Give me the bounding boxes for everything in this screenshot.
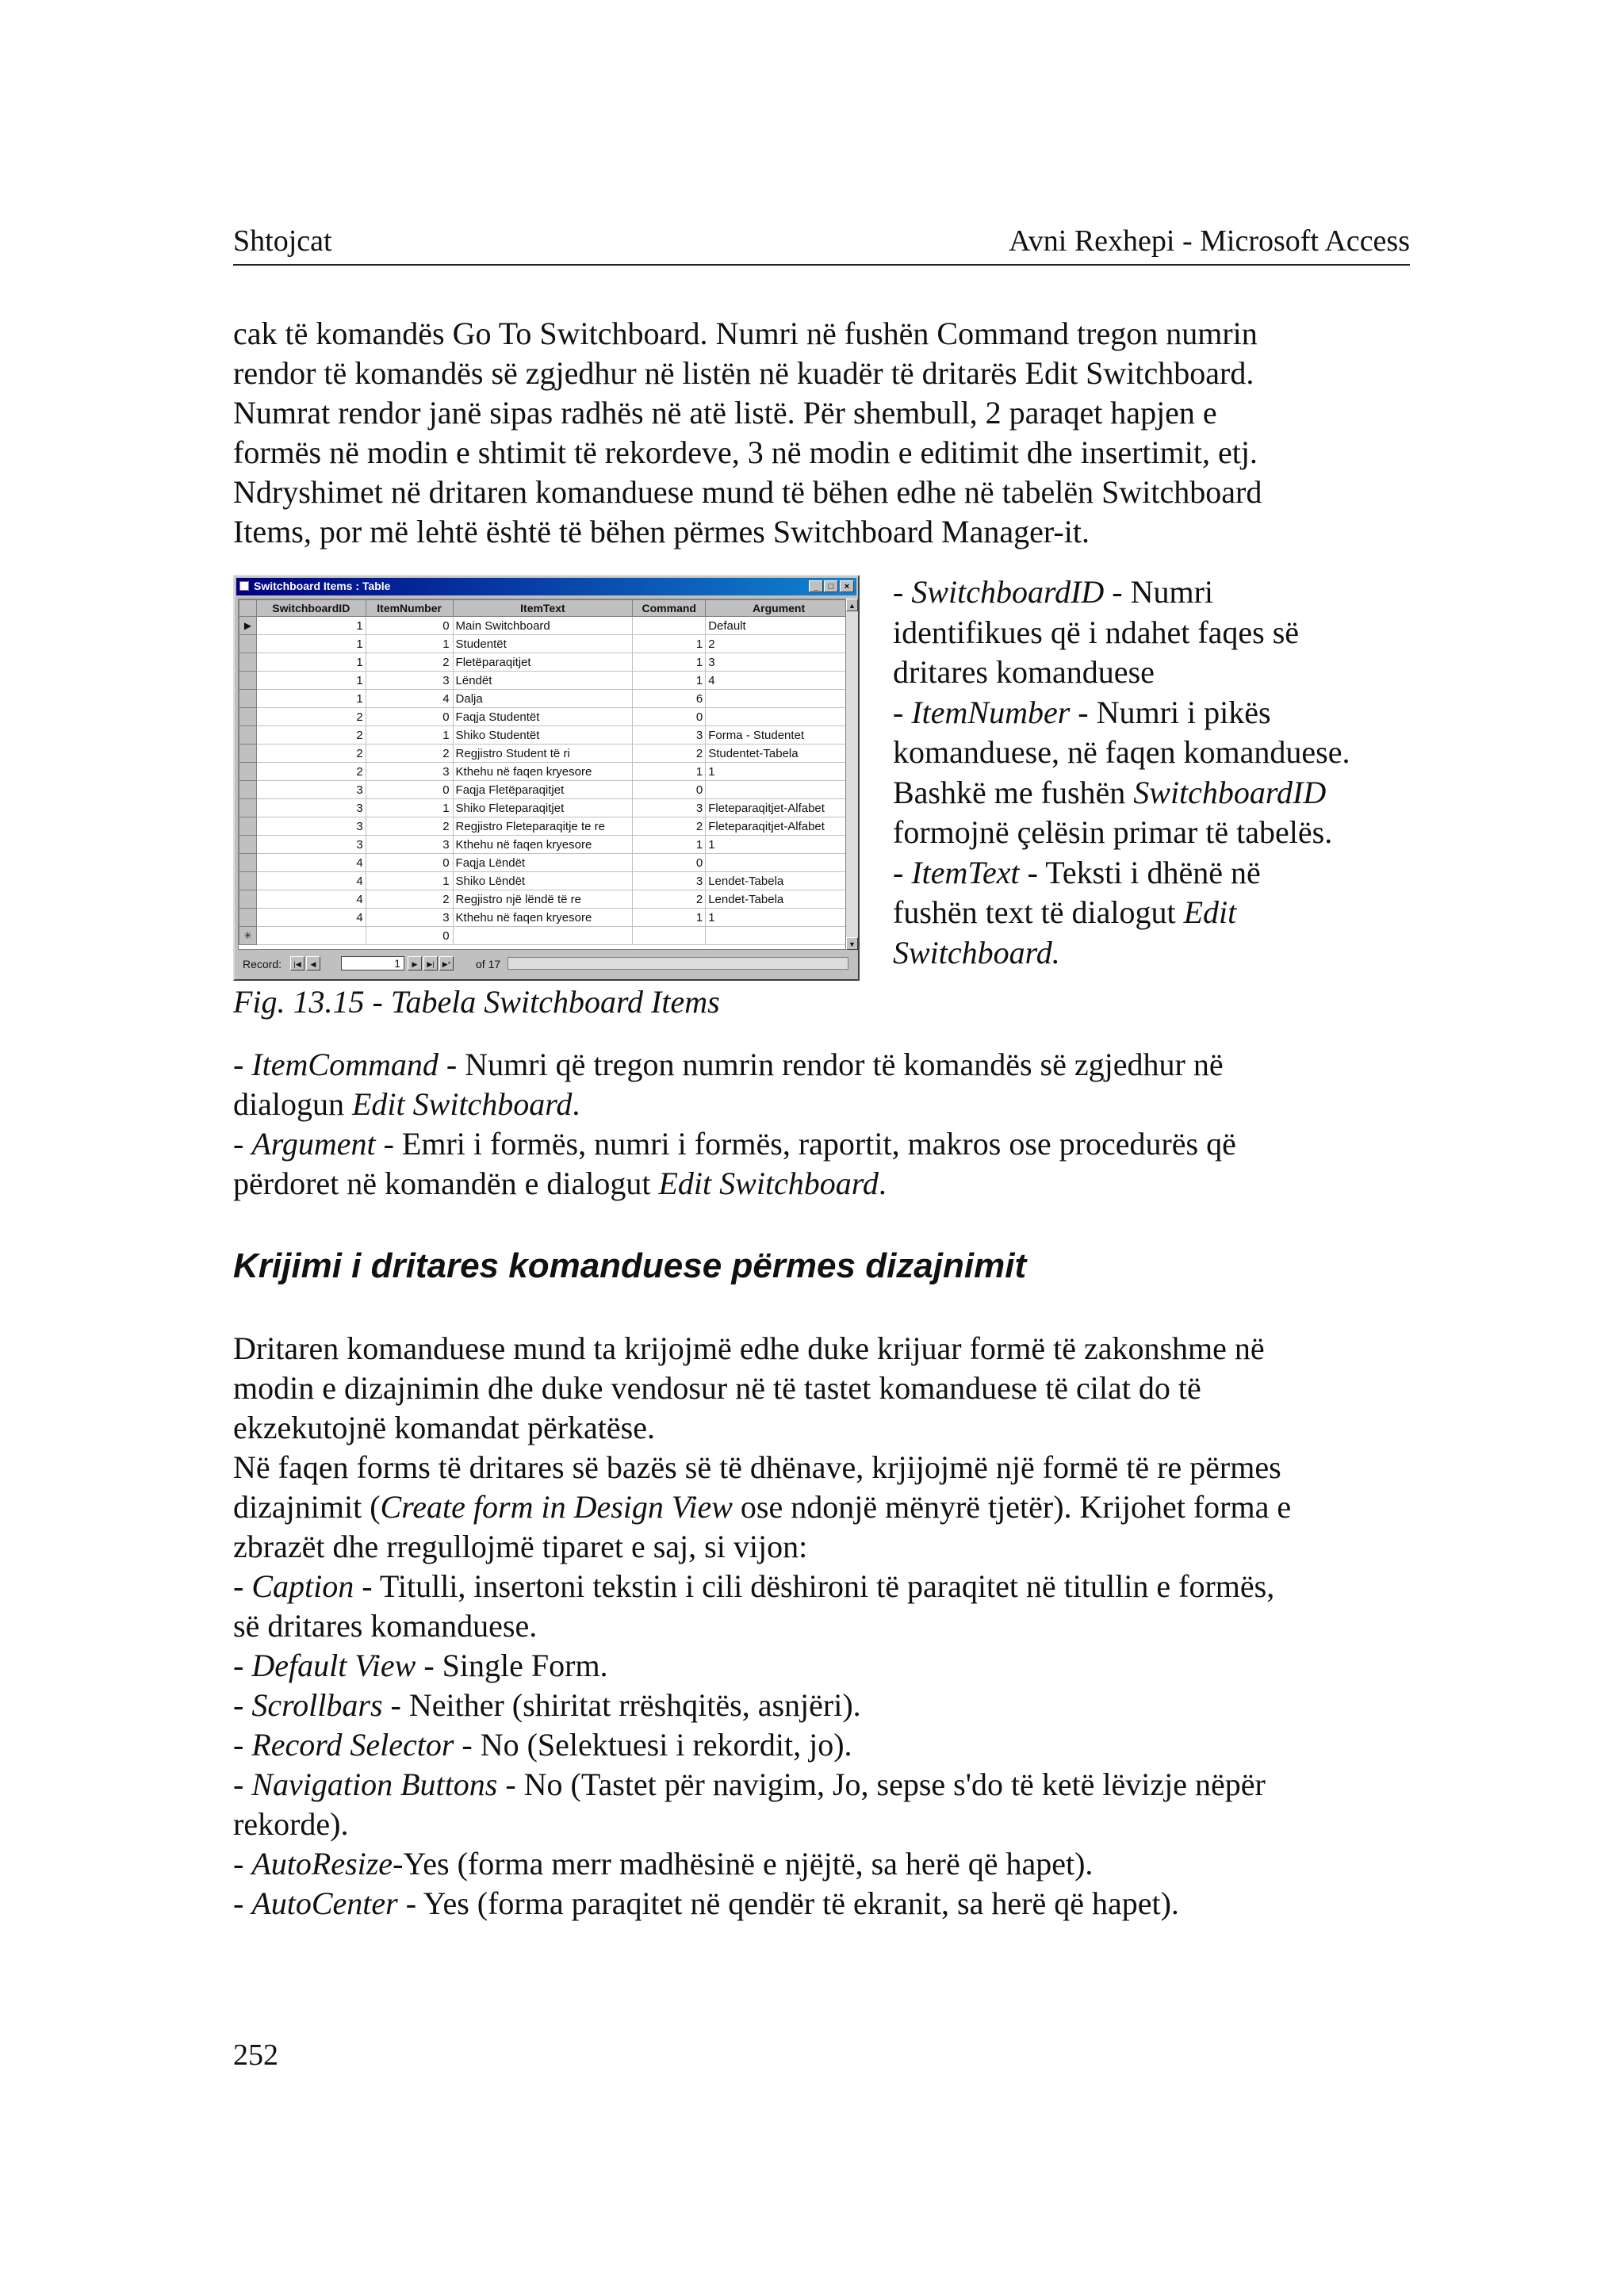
text-run: - Neither (shiritat rrëshqitës, asnjëri).: [382, 1687, 861, 1723]
table-cell[interactable]: Kthehu në faqen kryesore: [453, 763, 633, 781]
record-selector[interactable]: [239, 635, 257, 653]
minimize-icon[interactable]: _: [809, 580, 823, 592]
table-cell[interactable]: 2: [366, 745, 453, 763]
new-record-icon[interactable]: ▶*: [439, 956, 454, 970]
table-cell[interactable]: 1: [256, 690, 366, 708]
scroll-up-icon[interactable]: ▲: [846, 599, 858, 611]
table-cell[interactable]: [633, 617, 706, 635]
term: SwitchboardID: [1133, 774, 1327, 810]
text-run: - Numri që tregon numrin rendor të komandës së zgjedhur në: [438, 1047, 1224, 1082]
text-run: - Teksti i dhënë në: [1019, 854, 1261, 890]
text-line: [893, 773, 1416, 813]
table-cell[interactable]: Default: [706, 617, 852, 635]
text-run: dialogun: [233, 1086, 352, 1122]
text-line: - SwitchboardID - Numri: [893, 574, 1214, 610]
text-line: formojnë çelësin primar të tabelës.: [893, 814, 1333, 850]
table-cell[interactable]: 1: [366, 799, 453, 817]
text-line: dialogun Edit Switchboard.: [233, 1086, 580, 1122]
table-row[interactable]: [239, 653, 852, 672]
text-run: - Numri: [1104, 574, 1214, 610]
text-run: - No (Selektuesi i rekordit, jo).: [454, 1727, 852, 1763]
text-line: - ItemCommand - Numri që tregon numrin rendor të komandës së zgjedhur në: [233, 1047, 1224, 1082]
header-corner: [239, 600, 257, 617]
record-selector[interactable]: [239, 672, 257, 690]
window-titlebar: [236, 578, 856, 595]
text-run: - Yes (forma paraqitet në qendër të ekranit, sa herë që hapet).: [397, 1885, 1179, 1921]
text-run: dizajnimit (: [233, 1489, 381, 1525]
text-line: formës në modin e shtimit të rekordeve, 3 në modin e editimit dhe insertimit, etj.: [233, 434, 1258, 470]
table-cell[interactable]: 1: [366, 726, 453, 745]
table-cell[interactable]: Regjistro Fleteparaqitje te re: [453, 817, 633, 836]
table-cell[interactable]: Studentët: [453, 635, 633, 653]
switchboard-items-table-window: [233, 575, 860, 981]
term: Navigation Buttons: [251, 1767, 498, 1802]
table-row[interactable]: [239, 909, 852, 927]
figure-caption: Fig. 13.15 - Tabela Switchboard Items: [233, 984, 720, 1020]
record-navigation-bar: [238, 952, 855, 976]
record-total: of 17: [476, 958, 501, 970]
text-line: dritares komanduese: [893, 654, 1155, 690]
table-cell[interactable]: Lendet-Tabela: [706, 890, 852, 909]
table-cell[interactable]: 2: [633, 890, 706, 909]
column-header[interactable]: Argument: [706, 600, 852, 617]
table-cell[interactable]: [706, 781, 852, 799]
table-cell[interactable]: Lendet-Tabela: [706, 872, 852, 890]
term: Edit: [1183, 894, 1237, 930]
text-run: ose ndonjë mënyrë tjetër). Krijohet forma e: [732, 1489, 1292, 1525]
text-line: cak të komandës Go To Switchboard. Numri në fushën Command tregon numrin: [233, 316, 1258, 351]
table-cell[interactable]: 0: [366, 854, 453, 872]
record-selector[interactable]: [239, 890, 257, 909]
term: ItemCommand: [251, 1047, 439, 1082]
table-cell[interactable]: [706, 708, 852, 726]
table-row[interactable]: [239, 854, 852, 872]
table-icon: [239, 581, 249, 591]
table-cell[interactable]: Shiko Studentët: [453, 726, 633, 745]
table-cell[interactable]: [256, 927, 366, 945]
table-cell[interactable]: Shiko Lëndët: [453, 872, 633, 890]
record-selector[interactable]: [239, 909, 257, 927]
table-row[interactable]: [239, 745, 852, 763]
text-line: Items, por më lehtë është të bëhen përmes Switchboard Manager-it.: [233, 514, 1090, 549]
text-line: - Scrollbars - Neither (shiritat rrëshqitës, asnjëri).: [233, 1687, 861, 1723]
text-line: - AutoResize-Yes (forma merr madhësinë e njëjtë, sa herë që hapet).: [233, 1846, 1094, 1881]
table-cell[interactable]: 1: [706, 836, 852, 854]
page-number: 252: [233, 2038, 278, 2072]
column-header[interactable]: ItemNumber: [366, 600, 453, 617]
column-header[interactable]: Command: [633, 600, 706, 617]
table-cell[interactable]: 4: [256, 872, 366, 890]
horizontal-scrollbar[interactable]: [508, 957, 848, 970]
text-line: identifikues që i ndahet faqes së: [893, 614, 1300, 650]
field-descriptions-continued: [233, 1045, 1415, 1204]
text-line: - Argument - Emri i formës, numri i formës, raportit, makros ose procedurës që: [233, 1126, 1236, 1162]
text-run: - Titulli, insertoni tekstin i cili dëshironi të paraqitet në titullin e formës,: [354, 1568, 1275, 1604]
table-cell[interactable]: 6: [633, 690, 706, 708]
term: AutoResize: [251, 1846, 393, 1881]
record-selector[interactable]: [239, 726, 257, 745]
term: ItemText: [911, 854, 1020, 890]
record-selector[interactable]: [239, 708, 257, 726]
text-line: komanduese, në faqen komanduese.: [893, 734, 1350, 770]
datasheet-table: [239, 599, 852, 945]
table-cell[interactable]: 1: [706, 763, 852, 781]
table-cell[interactable]: 3: [256, 799, 366, 817]
first-record-icon[interactable]: |◀: [290, 956, 304, 970]
text-run: -Yes (forma merr madhësinë e njëjtë, sa herë që hapet).: [393, 1846, 1094, 1881]
scroll-down-icon[interactable]: ▼: [846, 937, 858, 950]
text-line: [893, 933, 1416, 974]
text-line: Në faqen forms të dritares së bazës së të dhënave, krjijojmë një formë të re përmes: [233, 1449, 1281, 1485]
header-section-title: Shtojcat: [233, 224, 332, 258]
table-cell[interactable]: [706, 854, 852, 872]
record-selector[interactable]: [239, 799, 257, 817]
text-line: Numrat rendor janë sipas radhës në atë listë. Për shembull, 2 paraqet hapjen e: [233, 395, 1217, 431]
table-cell[interactable]: 3: [366, 672, 453, 690]
text-line: [233, 1487, 1415, 1527]
record-label: Record:: [243, 958, 282, 970]
table-cell[interactable]: 2: [256, 745, 366, 763]
text-line: ekzekutojnë komandat përkatëse.: [233, 1410, 655, 1445]
table-cell[interactable]: 4: [256, 854, 366, 872]
table-cell[interactable]: 0: [366, 617, 453, 635]
table-cell[interactable]: Faqja Fletëparaqitjet: [453, 781, 633, 799]
table-cell[interactable]: 0: [633, 854, 706, 872]
table-row[interactable]: [239, 617, 852, 635]
record-selector[interactable]: [239, 836, 257, 854]
table-row[interactable]: [239, 817, 852, 836]
close-icon[interactable]: ×: [840, 580, 854, 592]
term: Caption: [251, 1568, 354, 1604]
text-run: - Numri i pikës: [1070, 694, 1271, 730]
record-selector[interactable]: [239, 781, 257, 799]
table-cell[interactable]: Kthehu në faqen kryesore: [453, 909, 633, 927]
table-row[interactable]: [239, 799, 852, 817]
table-cell[interactable]: 2: [366, 653, 453, 672]
table-cell[interactable]: 1: [633, 763, 706, 781]
text-line: modin e dizajnimin dhe duke vendosur në të tastet komanduese të cilat do të: [233, 1370, 1201, 1406]
table-cell[interactable]: Dalja: [453, 690, 633, 708]
table-cell[interactable]: 1: [256, 635, 366, 653]
text-line: përdoret në komandën e dialogut Edit Switchboard.: [233, 1166, 887, 1201]
text-line: së dritares komanduese.: [233, 1608, 538, 1644]
table-cell[interactable]: Kthehu në faqen kryesore: [453, 836, 633, 854]
last-record-icon[interactable]: ▶|: [423, 956, 438, 970]
table-row[interactable]: [239, 635, 852, 653]
table-cell[interactable]: 3: [256, 781, 366, 799]
window-title: Switchboard Items : Table: [254, 580, 391, 592]
table-cell[interactable]: 4: [706, 672, 852, 690]
table-cell[interactable]: Regjistro Student të ri: [453, 745, 633, 763]
term: Create form in Design View: [380, 1489, 733, 1525]
record-selector[interactable]: [239, 745, 257, 763]
record-number-input[interactable]: 1: [341, 956, 404, 970]
header-rule: [233, 264, 1410, 266]
table-cell[interactable]: Fleteparaqitjet-Alfabet: [706, 799, 852, 817]
table-cell[interactable]: 2: [256, 726, 366, 745]
table-cell[interactable]: 3: [633, 726, 706, 745]
table-cell[interactable]: 3: [366, 836, 453, 854]
column-header[interactable]: ItemText: [453, 600, 633, 617]
table-row[interactable]: [239, 763, 852, 781]
table-cell[interactable]: Faqja Lëndët: [453, 854, 633, 872]
text-line: - Record Selector - No (Selektuesi i rekordit, jo).: [233, 1727, 852, 1763]
table-cell[interactable]: 0: [366, 708, 453, 726]
text-run: - No (Tastet për navigim, Jo, sepse s'do të ketë lëvizje nëpër: [497, 1767, 1266, 1802]
table-cell[interactable]: 0: [633, 708, 706, 726]
field-descriptions-sidebar: [893, 572, 1416, 973]
table-cell[interactable]: Main Switchboard: [453, 617, 633, 635]
datasheet-rows: [239, 617, 852, 945]
table-cell[interactable]: Studentet-Tabela: [706, 745, 852, 763]
table-cell[interactable]: Forma - Studentet: [706, 726, 852, 745]
table-cell[interactable]: 2: [366, 817, 453, 836]
table-cell[interactable]: 3: [366, 763, 453, 781]
text-line: - ItemNumber - Numri i pikës: [893, 694, 1271, 730]
table-row[interactable]: [239, 781, 852, 799]
vertical-scrollbar[interactable]: [845, 599, 858, 950]
table-cell[interactable]: 4: [366, 690, 453, 708]
column-header-row: [239, 600, 852, 617]
table-cell[interactable]: Shiko Fleteparaqitjet: [453, 799, 633, 817]
table-cell[interactable]: Lëndët: [453, 672, 633, 690]
table-cell[interactable]: 1: [706, 909, 852, 927]
text-run: Bashkë me fushën: [893, 774, 1134, 810]
design-instructions: [233, 1329, 1415, 1924]
text-line: - AutoCenter - Yes (forma paraqitet në qendër të ekranit, sa herë që hapet).: [233, 1885, 1179, 1921]
table-cell[interactable]: 2: [633, 817, 706, 836]
record-selector[interactable]: [239, 872, 257, 890]
term: ItemNumber: [911, 694, 1071, 730]
datasheet-grid: [238, 599, 853, 950]
running-header: [233, 224, 1410, 265]
table-cell[interactable]: 0: [633, 781, 706, 799]
term: Edit Switchboard: [351, 1086, 573, 1122]
table-cell[interactable]: 1: [633, 909, 706, 927]
table-cell[interactable]: 2: [256, 763, 366, 781]
term: Default View: [251, 1648, 416, 1683]
column-header[interactable]: SwitchboardID: [256, 600, 366, 617]
table-cell[interactable]: 2: [633, 745, 706, 763]
text-run: - Single Form.: [416, 1648, 608, 1683]
table-cell[interactable]: 3: [366, 909, 453, 927]
table-cell[interactable]: 1: [256, 653, 366, 672]
table-cell[interactable]: 3: [706, 653, 852, 672]
table-row[interactable]: [239, 726, 852, 745]
table-cell[interactable]: 1: [366, 635, 453, 653]
table-row[interactable]: [239, 672, 852, 690]
text-line: - Caption - Titulli, insertoni tekstin i cili dëshironi të paraqitet në titullin e formës,: [233, 1568, 1275, 1604]
text-line: rendor të komandës së zgjedhur në listën në kuadër të dritarës Edit Switchboard.: [233, 355, 1254, 391]
text-line: zbrazët dhe rregullojmë tiparet e saj, si vijon:: [233, 1529, 808, 1564]
table-cell[interactable]: Fleteparaqitjet-Alfabet: [706, 817, 852, 836]
record-selector[interactable]: [239, 690, 257, 708]
table-cell[interactable]: 2: [706, 635, 852, 653]
table-cell[interactable]: 4: [256, 890, 366, 909]
text-line: - Navigation Buttons - No (Tastet për navigim, Jo, sepse s'do të ketë lëvizje nëpër: [233, 1767, 1266, 1802]
table-row[interactable]: [239, 836, 852, 854]
record-selector[interactable]: [239, 854, 257, 872]
table-cell[interactable]: 1: [633, 653, 706, 672]
term: SwitchboardID: [911, 574, 1105, 610]
text-line: Dritaren komanduese mund ta krijojmë edhe duke krijuar formë të zakonshme në: [233, 1330, 1265, 1366]
table-row[interactable]: [239, 690, 852, 708]
table-cell[interactable]: 1: [633, 836, 706, 854]
table-cell[interactable]: 4: [256, 909, 366, 927]
text-line: rekorde).: [233, 1806, 349, 1842]
table-cell[interactable]: 0: [366, 781, 453, 799]
table-cell[interactable]: 1: [256, 617, 366, 635]
table-row[interactable]: [239, 708, 852, 726]
table-cell[interactable]: 3: [256, 836, 366, 854]
table-cell[interactable]: 1: [633, 672, 706, 690]
table-cell[interactable]: 3: [633, 872, 706, 890]
table-row[interactable]: [239, 890, 852, 909]
term: Scrollbars: [251, 1687, 383, 1723]
term: AutoCenter: [251, 1885, 398, 1921]
record-selector[interactable]: [239, 763, 257, 781]
table-cell[interactable]: [633, 927, 706, 945]
text-line: - Default View - Single Form.: [233, 1648, 608, 1683]
section-heading: Krijimi i dritares komanduese përmes dizajnimit: [233, 1246, 1027, 1285]
table-cell[interactable]: 0: [366, 927, 453, 945]
maximize-icon[interactable]: □: [824, 580, 838, 592]
table-cell[interactable]: Faqja Studentët: [453, 708, 633, 726]
previous-record-icon[interactable]: ◀: [306, 956, 320, 970]
record-selector[interactable]: [239, 817, 257, 836]
text-run: - Emri i formës, numri i formës, raportit, makros ose procedurës që: [375, 1126, 1236, 1162]
term: Edit Switchboard: [658, 1166, 879, 1201]
table-cell[interactable]: 3: [256, 817, 366, 836]
table-cell[interactable]: Regjistro një lëndë të re: [453, 890, 633, 909]
term: Argument: [251, 1126, 376, 1162]
table-cell[interactable]: 3: [633, 799, 706, 817]
term: Switchboard.: [893, 934, 1060, 970]
text-line: - ItemText - Teksti i dhënë në: [893, 854, 1261, 890]
new-record-icon[interactable]: ✳: [239, 927, 257, 945]
table-row[interactable]: [239, 872, 852, 890]
text-line: [893, 893, 1416, 933]
table-cell[interactable]: [706, 690, 852, 708]
intro-paragraph: [233, 314, 1415, 552]
table-cell[interactable]: 2: [256, 708, 366, 726]
table-cell[interactable]: 1: [366, 872, 453, 890]
next-record-icon[interactable]: ▶: [408, 956, 422, 970]
text-line: Ndryshimet në dritaren komanduese mund të bëhen edhe në tabelën Switchboard: [233, 474, 1262, 510]
current-record-icon[interactable]: ▶: [239, 617, 257, 635]
table-cell[interactable]: [453, 927, 633, 945]
table-cell[interactable]: Fletëparaqitjet: [453, 653, 633, 672]
text-run: përdoret në komandën e dialogut: [233, 1166, 659, 1201]
table-cell[interactable]: 1: [256, 672, 366, 690]
header-book-title: Avni Rexhepi - Microsoft Access: [1009, 224, 1410, 258]
table-cell[interactable]: 2: [366, 890, 453, 909]
table-cell[interactable]: 1: [633, 635, 706, 653]
text-run: fushën text të dialogut: [893, 894, 1184, 930]
term: Record Selector: [251, 1727, 454, 1763]
table-cell[interactable]: [706, 927, 852, 945]
record-selector[interactable]: [239, 653, 257, 672]
new-record-row[interactable]: [239, 927, 852, 945]
